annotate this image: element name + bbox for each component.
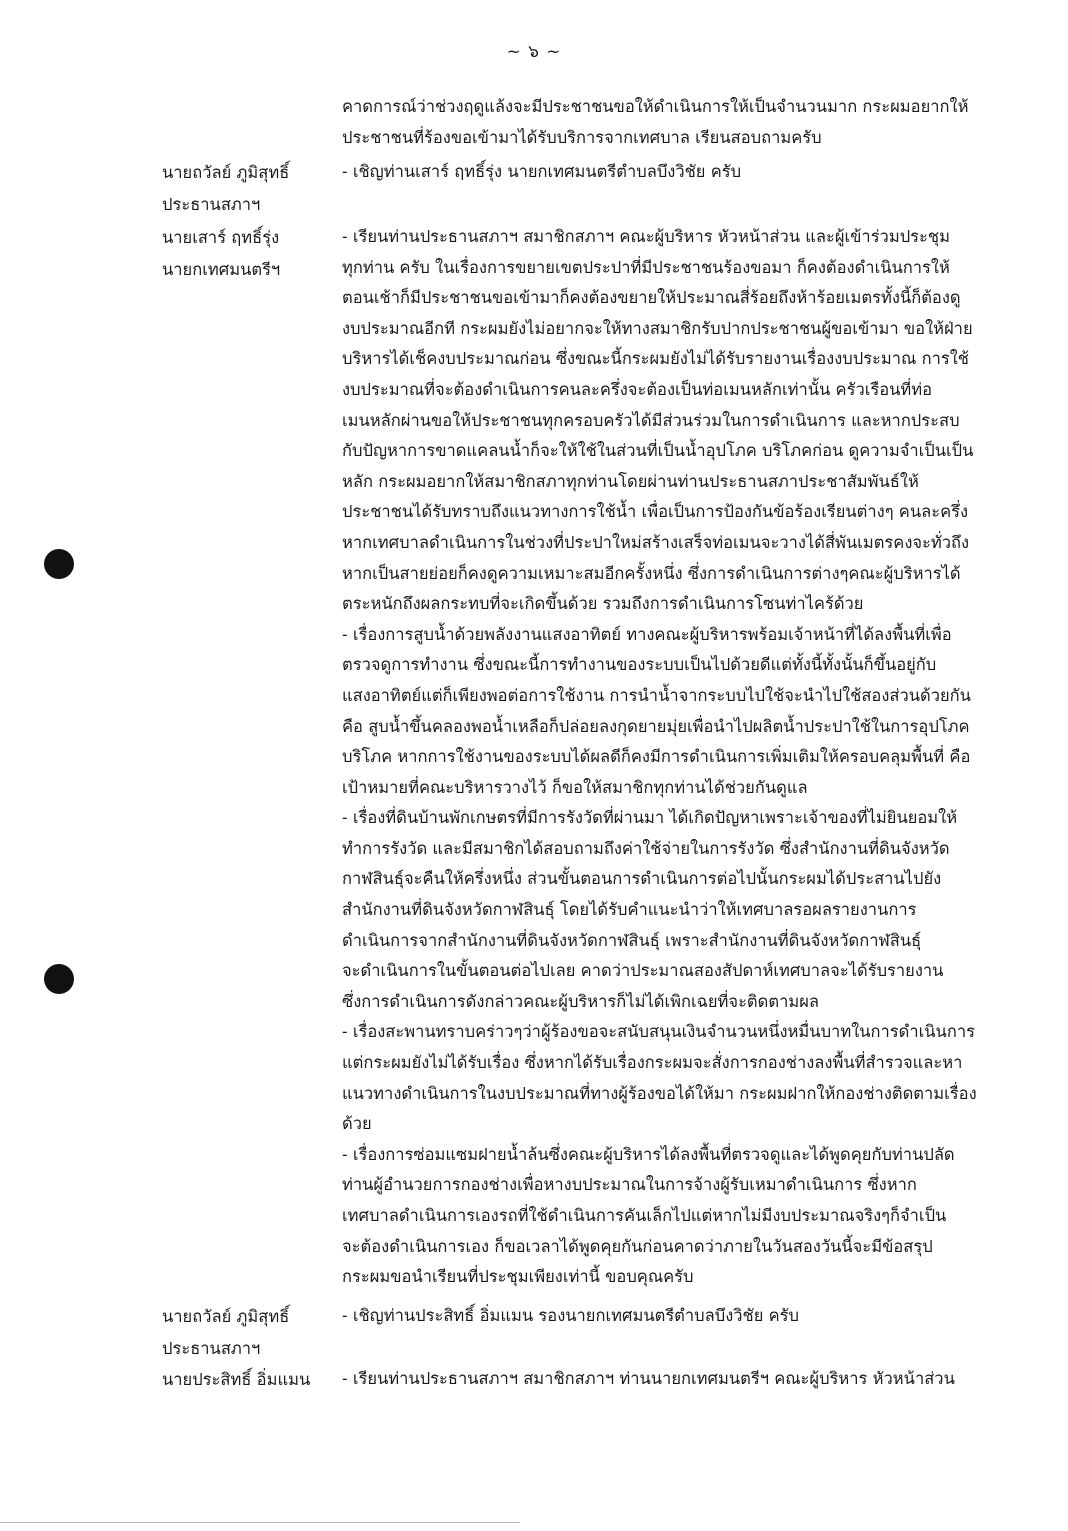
speech-line: กระผมขอนำเรียนที่ประชุมเพียงเท่านี้ ขอบคุณครับ bbox=[342, 1267, 694, 1287]
speech-line: สำนักงานที่ดินจังหวัดกาฬสินธุ์ โดยได้รับคำแนะนำว่าให้เทศบาลรอผลรายงานการ bbox=[342, 900, 917, 920]
speaker-name: นายถวัลย์ ภูมิสุทธิ์ bbox=[162, 1307, 290, 1326]
speech-line: ประชาชนได้รับทราบถึงแนวทางการใช้น้ำ เพื่อเป็นการป้องกันข้อร้องเรียนต่างๆ คนละครึ่ง bbox=[342, 502, 969, 522]
speech-line: - เรื่องการสูบน้ำด้วยพลังงานแสงอาทิตย์ ทางคณะผู้บริหารพร้อมเจ้าหน้าที่ได้ลงพื้นที่เพื่อ bbox=[342, 624, 952, 644]
speech-line: เทศบาลดำเนินการเองรถที่ใช้ดำเนินการคันเล็กไปแต่หากไม่มีงบประมาณจริงๆก็จำเป็น bbox=[342, 1206, 947, 1225]
bottom-scan-edge bbox=[0, 1522, 520, 1523]
speech-line: ตอนเช้าก็มีประชาชนขอเข้ามาก็คงต้องขยายให้ประมาณสี่ร้อยถึงห้าร้อยเมตรทั้งนี้ก็ต้องดู bbox=[342, 288, 961, 308]
speech-line: - เรียนท่านประธานสภาฯ สมาชิกสภาฯ คณะผู้บริหาร หัวหน้าส่วน และผู้เข้าร่วมประชุม bbox=[342, 227, 950, 246]
speech-line: ตระหนักถึงผลกระทบที่จะเกิดขึ้นด้วย รวมถึงการดำเนินการโซนท่าไคร้ด้วย bbox=[342, 594, 864, 614]
speaker-position: ประธานสภาฯ bbox=[162, 1339, 261, 1358]
speech-line: ซึ่งการดำเนินการดังกล่าวคณะผู้บริหารก็ไม่ได้เพิกเฉยที่จะติดตามผล bbox=[342, 991, 819, 1011]
speech-line: เมนหลักผ่านขอให้ประชาชนทุกครอบครัวได้มีส่วนร่วมในการดำเนินการ และหากประสบ bbox=[342, 410, 960, 430]
binder-hole-top bbox=[44, 549, 74, 579]
speech-line: กับปัญหาการขาดแคลนน้ำก็จะให้ใช้ในส่วนที่เป็นน้ำอุปโภค บริโภคก่อน ดูความจำเป็นเป็น bbox=[342, 441, 974, 461]
speech-line: หลัก กระผมอยากให้สมาชิกสภาทุกท่านโดยผ่านท่านประธานสภาประชาสัมพันธ์ให้ bbox=[342, 471, 919, 491]
speech-line: - เรื่องสะพานทราบคร่าวๆว่าผู้ร้องขอจะสนับสนุนเงินจำนวนหนึ่งหมื่นบาทในการดำเนินการ bbox=[342, 1022, 975, 1042]
speech-line: ดำเนินการจากสำนักงานที่ดินจังหวัดกาฬสินธุ์ เพราะสำนักงานที่ดินจังหวัดกาฬสินธุ์ bbox=[342, 930, 922, 950]
speech-line: แนวทางดำเนินการในงบประมาณที่ทางผู้ร้องขอได้ให้มา กระผมฝากให้กองช่างติดตามเรื่อง bbox=[342, 1083, 977, 1103]
speech-line: หากเทศบาลดำเนินการในช่วงที่ประปาใหม่สร้างเสร็จท่อเมนจะวางได้สี่พันเมตรคงจะทั่วถึง bbox=[342, 532, 970, 552]
speaker-label bbox=[162, 157, 338, 221]
speech-body bbox=[342, 157, 990, 188]
speech-line: คือ สูบน้ำขึ้นคลองพอน้ำเหลือก็ปล่อยลงกุดยายมุ่ยเพื่อนำไปผลิตน้ำประปาใช้ในการอุปโภค bbox=[342, 716, 970, 736]
paragraph-line: คาดการณ์ว่าช่วงฤดูแล้งจะมีประชาชนขอให้ดำเนินการให้เป็นจำนวนมาก กระผมอยากให้ bbox=[342, 97, 969, 116]
speaker-label bbox=[162, 1364, 338, 1396]
paragraph-body bbox=[342, 92, 990, 153]
page-number: ~ ๖ ~ bbox=[506, 42, 562, 62]
speech-line: - เชิญท่านประสิทธิ์ อิ่มแมน รองนายกเทศมนตรีตำบลบึงวิชัย ครับ bbox=[342, 1306, 800, 1325]
speech-line: จะดำเนินการในขั้นตอนต่อไปเลย คาดว่าประมาณสองสัปดาห์เทศบาลจะได้รับรายงาน bbox=[342, 961, 944, 981]
speaker-label bbox=[162, 222, 338, 286]
speech-line: - เชิญท่านเสาร์ ฤทธิ์รุ่ง นายกเทศมนตรีตำบลบึงวิชัย ครับ bbox=[342, 162, 742, 181]
speech-line: บริโภค หากการใช้งานของระบบได้ผลดีก็คงมีการดำเนินการเพิ่มเติมให้ครอบคลุมพื้นที่ คือ bbox=[342, 747, 971, 767]
speaker-name: นายเสาร์ ฤทธิ์รุ่ง bbox=[162, 228, 280, 247]
speech-line: ทำการรังวัด และมีสมาชิกได้สอบถามถึงค่าใช้จ่ายในการรังวัด ซึ่งสำนักงานที่ดินจังหวัด bbox=[342, 838, 950, 858]
speech-line: หากเป็นสายย่อยก็คงดูความเหมาะสมอีกครั้งหนึ่ง ซึ่งการดำเนินการต่างๆคณะผู้บริหารได้ bbox=[342, 563, 961, 583]
binder-hole-bottom bbox=[44, 964, 74, 994]
speech-line: ท่านผู้อำนวยการกองช่างเพื่อหางบประมาณในการจ้างผู้รับเหมาดำเนินการ ซึ่งหาก bbox=[342, 1175, 917, 1195]
speaker-name: นายถวัลย์ ภูมิสุทธิ์ bbox=[162, 163, 290, 182]
speaker-name: นายประสิทธิ์ อิ่มแมน bbox=[162, 1370, 311, 1389]
speech-line: แสงอาทิตย์แต่ก็เพียงพอต่อการใช้งาน การนำน้ำจากระบบไปใช้จะนำไปใช้สองส่วนด้วยกัน bbox=[342, 685, 971, 705]
speech-body bbox=[342, 222, 990, 1293]
speech-line: แต่กระผมยังไม่ได้รับเรื่อง ซึ่งหากได้รับเรื่องกระผมจะสั่งการกองช่างลงพื้นที่สำรวจและหา bbox=[342, 1053, 963, 1073]
speech-line: ด้วย bbox=[342, 1114, 372, 1134]
speech-line: กาฬสินธุ์จะคืนให้ครึ่งหนึ่ง ส่วนขั้นตอนการดำเนินการต่อไปนั้นกระผมได้ประสานไปยัง bbox=[342, 869, 942, 889]
paragraph-line: ประชาชนที่ร้องขอเข้ามาได้รับบริการจากเทศบาล เรียนสอบถามครับ bbox=[342, 127, 822, 147]
speech-line: - เรียนท่านประธานสภาฯ สมาชิกสภาฯ ท่านนายกเทศมนตรีฯ คณะผู้บริหาร หัวหน้าส่วน bbox=[342, 1369, 955, 1388]
speech-line: ตรวจดูการทำงาน ซึ่งขณะนี้การทำงานของระบบเป็นไปด้วยดีแต่ทั้งนี้ทั้งนั้นก็ขึ้นอยู่กับ bbox=[342, 655, 937, 675]
speech-line: ทุกท่าน ครับ ในเรื่องการขยายเขตประปาที่มีประชาชนร้องขอมา ก็คงต้องดำเนินการให้ bbox=[342, 257, 950, 277]
speaker-position: ประธานสภาฯ bbox=[162, 195, 261, 214]
speech-line: - เรื่องที่ดินบ้านพักเกษตรที่มีการรังวัดที่ผ่านมา ได้เกิดปัญหาเพราะเจ้าของที่ไม่ยินยอมให้ bbox=[342, 808, 958, 828]
speaker-label bbox=[162, 1301, 338, 1365]
speech-line: - เรื่องการซ่อมแซมฝายน้ำล้นซึ่งคณะผู้บริหารได้ลงพื้นที่ตรวจดูและได้พูดคุยกับท่านปลัด bbox=[342, 1144, 955, 1164]
speech-body bbox=[342, 1364, 990, 1395]
speaker-position: นายกเทศมนตรีฯ bbox=[162, 260, 281, 279]
speech-body bbox=[342, 1301, 990, 1332]
speech-line: เป้าหมายที่คณะบริหารวางไว้ ก็ขอให้สมาชิกทุกท่านได้ช่วยกันดูแล bbox=[342, 777, 808, 797]
speech-line: จะต้องดำเนินการเอง ก็ขอเวลาได้พูดคุยกันก่อนคาดว่าภายในวันสองวันนี้จะมีข้อสรุป bbox=[342, 1236, 933, 1256]
speech-line: งบประมาณอีกที กระผมยังไม่อยากจะให้ทางสมาชิกรับปากประชาชนผู้ขอเข้ามา ขอให้ฝ่าย bbox=[342, 318, 973, 338]
speech-line: บริหารได้เช็คงบประมาณก่อน ซึ่งขณะนี้กระผมยังไม่ได้รับรายงานเรื่องงบประมาณ การใช้ bbox=[342, 349, 969, 369]
speech-line: งบประมาณที่จะต้องดำเนินการคนละครึ่งจะต้องเป็นท่อเมนหลักเท่านั้น ครัวเรือนที่ท่อ bbox=[342, 379, 933, 399]
